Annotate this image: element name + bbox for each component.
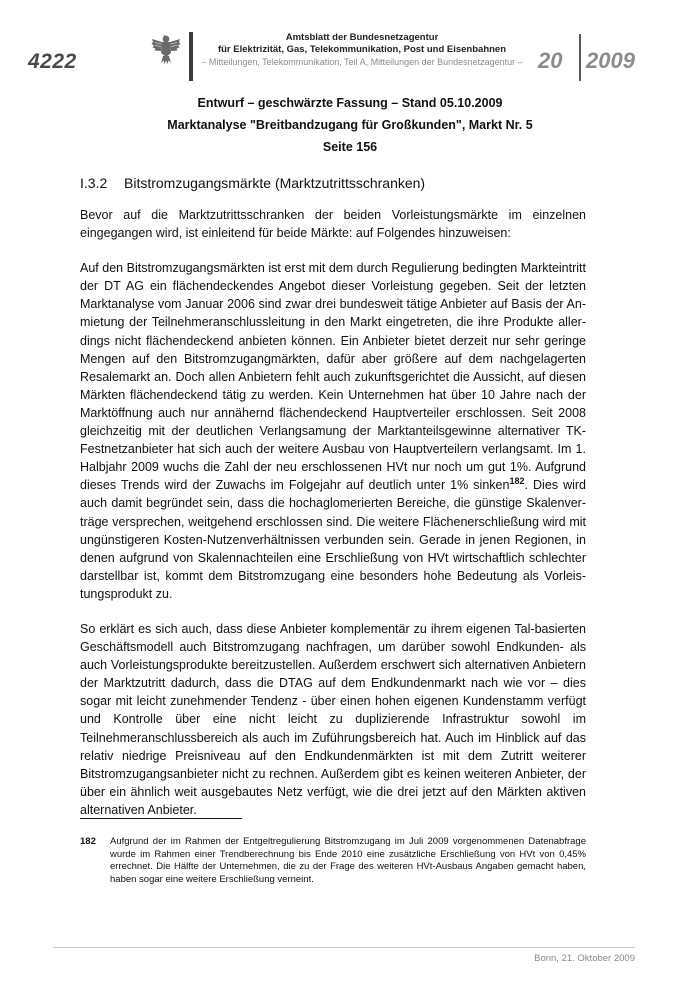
paragraph-2: [80, 259, 586, 603]
section-number: I.3.2: [80, 175, 108, 191]
paragraph-2-text-start: Auf den Bitstromzugangsmärkten ist erst mit dem durch Regulierung bedingten Markteintritt der DT AG ein flächendeckendes Angebot dieser Vorleistung gegeben. Seit der letzten Marktanalyse vom Januar 2006 sind zwar drei bundesweit tätige Anbieter auf Basis der Anmietung der Teilnehmeranschlussleitung in den Markt eingetreten, die ihre Produkte allerdings nicht flächendeckend anbieten können. Ein Anbieter bietet derzeit nur sehr geringe Mengen auf den Bitstromzugangmärkten, dafür aber größere auf dem nachgelagerten Resalemarkt an. Doch allen Anbietern fehlt auch zukunftsgerichtet die Aussicht, auf diesen Märkten flächendeckend tätig zu werden. Kein Unternehmen hat über 10 Jahre nach der Marktöffnung auch nur annähernd flächendeckend Hauptverteiler erschlossen. Seit 2008 gleichzeitig mit der deutlichen Verlangsamung der Marktanteilsgewinne alternativer TK-Festnetzanbieter hat sich auch der weitere Ausbau von Hauptverteilern verlangsamt. Im 1. Halbjahr 2009 wuchs die Zahl der neu erschlossenen HVt nur noch um gut 1%. Aufgrund dieses Trends wird der Zuwachs im Folgejahr auf deutlich unter 1% sinken: [80, 261, 586, 493]
gazette-title-line-1: Amtsblatt der Bundesnetzagentur: [285, 32, 439, 43]
document-heading-line-1: Entwurf – geschwärzte Fassung – Stand 05.10.2009: [197, 96, 503, 110]
paragraph-2-text-end: . Dies wird auch damit begründet sein, dass die hochaglomerierten Bereiche, die günstige Skalenverträge versprechen, weitgehend erschlossen sind. Die weitere Flächenerschließung wird mit ungünstigeren Kosten-Nutzenverhältnissen verbunden sein. Gerade in jenen Regionen, in denen aufgrund von Skalennachteilen eine Erschließung von HVt wirtschaftlich schlechter darstellbar ist, kommt dem Bitstromzugang eine besonders hohe Bedeutung als Vorleistungsprodukt zu.: [80, 478, 586, 601]
footer-date: Bonn, 21. Oktober 2009: [534, 953, 635, 964]
document-heading-line-2: Marktanalyse "Breitbandzugang für Großkunden", Markt Nr. 5: [167, 118, 533, 132]
section-title: Bitstromzugangsmärkte (Marktzutrittsschranken): [124, 175, 426, 191]
document-heading-line-3: Seite 156: [322, 140, 378, 154]
paragraph-3: So erklärt es sich auch, dass diese Anbieter komplementär zu ihrem eigenen Tal-basierten Geschäftsmodell auch Bitstromzugang nachfragen, um darüber sowohl Endkunden- als auch Vorleistungsprodukte bereitzustellen. Außerdem erschwert sich alternativen Anbietern der Marktzutritt dadurch, dass die DTAG auf dem Endkundenmarkt nach wie vor – dies sogar mit leicht zunehmender Tendenz - über einen hohen eigenen Kundenstamm verfügt und Kontrolle über eine nicht leicht zu duplizierende Infrastruktur sowohl im Teilnehmeranschlussbereich als auch im Zuführungsbereich hat. Auch im Hinblick auf das relativ niedrige Preisniveau auf den Endkundenmärkten ist mit dem Zutritt weiterer Bitstromzugangsanbieter nicht zu rechnen. Außerdem gibt es keinen weiteren Anbieter, der über ein ähnlich weit ausgebautes Netz verfügt, wie die drei jetzt auf den Märkten aktiven alternativen Anbieter.: [80, 621, 586, 817]
footer-divider: [53, 947, 635, 948]
document-heading: [0, 92, 700, 158]
gazette-title: [196, 32, 528, 55]
footnote-number: 182: [80, 836, 96, 847]
footnote: [80, 836, 586, 886]
gazette-title-line-2: für Elektrizität, Gas, Telekommunikation, Post und Eisenbahnen: [217, 43, 507, 55]
footnote-text: Aufgrund der im Rahmen der Entgeltregulierung Bitstromzugang im Juli 2009 vorgenommenen Datenabfrage wurde im Rahmen einer Trendberechnung bis Ende 2010 eine zusätzliche Erschließung von HVt von 0,45% errechnet. Die Hälfte der Unternehmen, die zu der Frage des weiteren HVt-Ausbaus Angaben gemacht haben, haben sogar eine weitere Erschließung verneint.: [110, 836, 586, 885]
section-heading: [80, 175, 425, 191]
paragraph-1: Bevor auf die Marktzutrittsschranken der beiden Vorleistungsmärkte im einzelnen eingegangen wird, ist einleitend für beide Märkte: auf Folgendes hinzuweisen:: [80, 208, 586, 241]
federal-eagle-icon: [151, 33, 181, 67]
gazette-subtitle: – Mitteilungen, Telekommunikation, Teil A, Mitteilungen der Bundesnetzagentur –: [201, 57, 523, 67]
issue-year: 2009: [586, 48, 635, 73]
footnote-reference[interactable]: 182: [509, 476, 525, 487]
page-number: 4222: [28, 50, 77, 73]
footnote-separator: [80, 818, 242, 819]
issue-number: 20: [538, 48, 563, 73]
body-text: [80, 206, 586, 836]
header-divider: [189, 32, 193, 81]
issue-divider: [579, 34, 581, 81]
